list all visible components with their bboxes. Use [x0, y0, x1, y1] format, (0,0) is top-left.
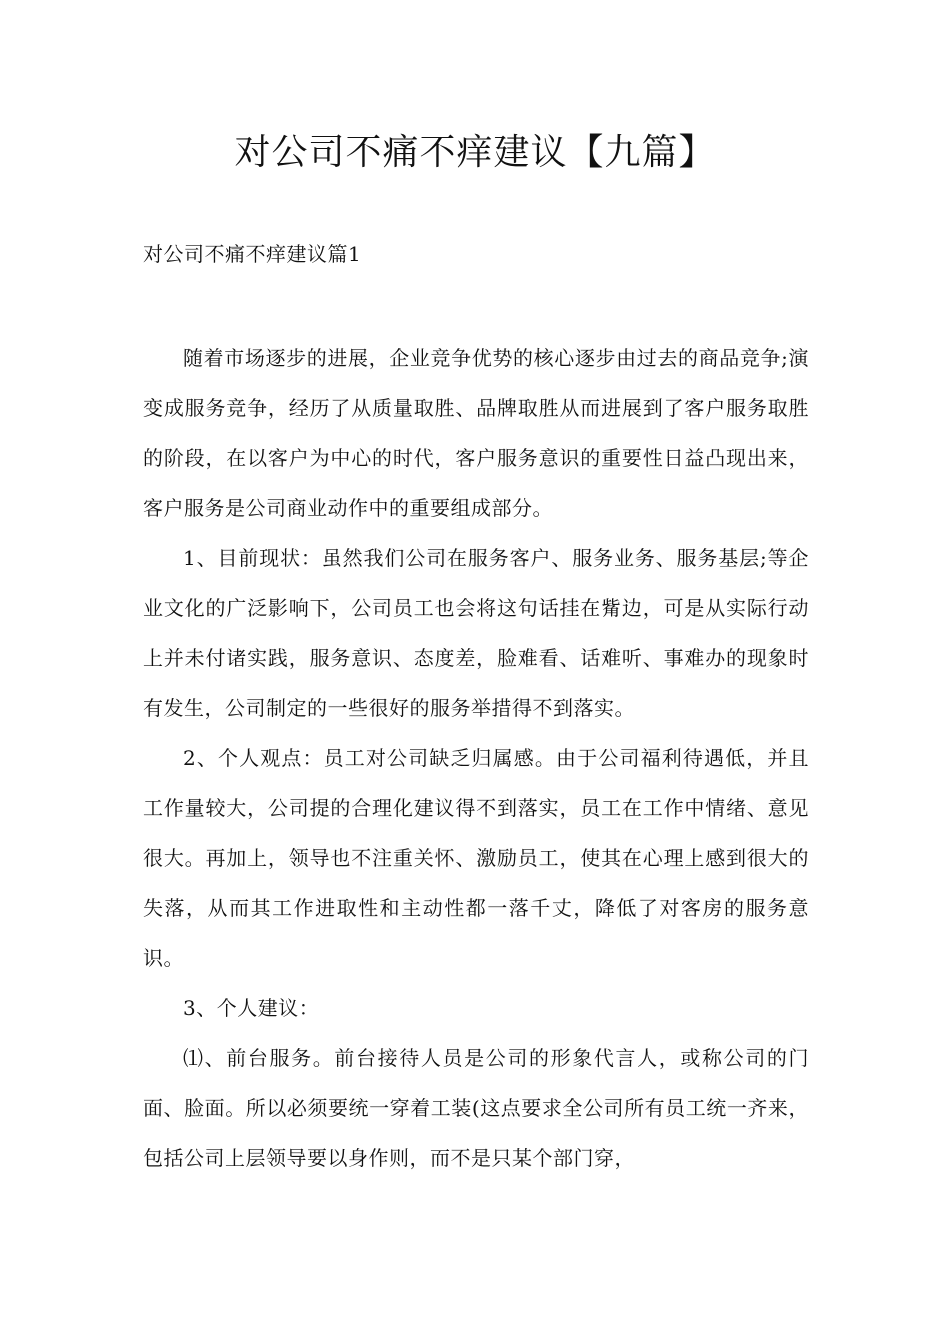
paragraph-intro: 随着市场逐步的进展，企业竞争优势的核心逐步由过去的商品竞争;演变成服务竞争，经历了从质量取胜、品牌取胜从而进展到了客户服务取胜的阶段，在以客户为中心的时代，客户服务意识的重要性日益凸现出来，客户服务是公司商业动作中的重要组成部分。 — [143, 346, 809, 520]
paragraph-personal-view: 2、个人观点：员工对公司缺乏归属感。由于公司福利待遇低，并且工作量较大，公司提的合理化建议得不到落实，员工在工作中情绪、意见很大。再加上，领导也不注重关怀、激励员工，使其在心理上感到很大的失落，从而其工作进取性和主动性都一落千丈，降低了对客房的服务意识。 — [143, 746, 809, 970]
document-title: 对公司不痛不痒建议【九篇】 — [234, 132, 716, 173]
paragraph-current-status: 1、目前现状：虽然我们公司在服务客户、服务业务、服务基层;等企业文化的广泛影响下，公司员工也会将这句话挂在觜边，可是从实际行动上并未付诸实践，服务意识、态度差，脸难看、话难听、事难办的现象时有发生，公司制定的一些很好的服务举措得不到落实。 — [143, 546, 809, 720]
paragraph-suggestions-heading: 3、个人建议： — [183, 996, 320, 1020]
body-paragraphs — [143, 333, 809, 1183]
section-heading: 对公司不痛不痒建议篇1 — [143, 242, 362, 266]
paragraph-front-desk: ⑴、前台服务。前台接待人员是公司的形象代言人，或称公司的门面、脸面。所以必须要统一穿着工装(这点要求全公司所有员工统一齐来，包括公司上层领导要以身作则，而不是只某个部门穿， — [143, 1046, 809, 1170]
